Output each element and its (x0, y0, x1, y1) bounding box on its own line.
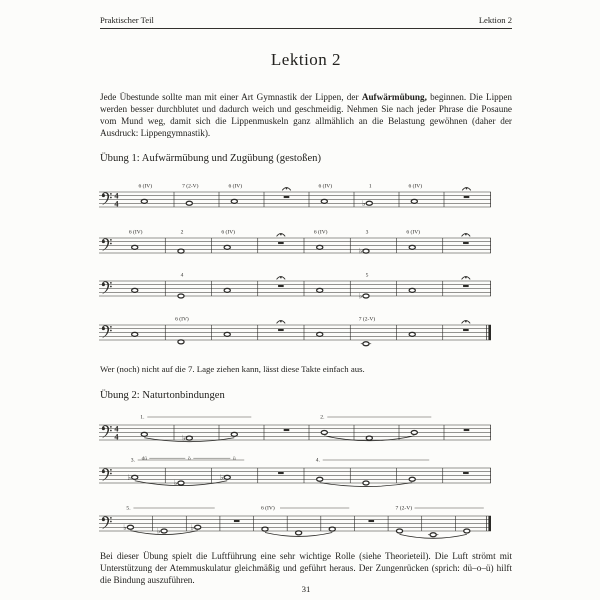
whole-note (141, 432, 147, 436)
position-label: 2. (320, 414, 325, 421)
syllable-text: ü (232, 456, 236, 462)
position-label: 6 (IV) (228, 183, 243, 190)
whole-rest (464, 429, 470, 431)
position-label: 6 (IV) (408, 183, 423, 190)
header-left-text: Praktischer Teil (100, 15, 154, 25)
svg-text:4: 4 (114, 432, 119, 442)
whole-note (363, 481, 369, 485)
position-label: 4 (180, 272, 184, 279)
whole-note (224, 245, 230, 249)
whole-rest (278, 242, 284, 244)
svg-text:4: 4 (114, 191, 119, 201)
position-label: 3. (130, 457, 135, 464)
whole-note (231, 432, 237, 436)
whole-note (363, 249, 369, 253)
whole-note (411, 431, 417, 435)
whole-note (186, 436, 192, 440)
whole-rest (278, 329, 284, 331)
whole-note (317, 477, 323, 481)
whole-note (317, 288, 323, 292)
flat-accidental: ♭ (220, 472, 224, 482)
uebung1-staff-1 (99, 179, 491, 225)
position-label: 7 (2-V) (182, 183, 199, 190)
position-label: 6 (IV) (318, 183, 333, 190)
whole-note (409, 332, 415, 336)
whole-note (127, 525, 133, 529)
flat-accidental: ♭ (362, 198, 366, 208)
whole-rest (368, 520, 374, 522)
uebung1-staff-4 (99, 312, 491, 358)
whole-note (396, 529, 402, 533)
flat-accidental: ♭ (190, 522, 195, 532)
intro-bold-term: Aufwärmübung, (361, 92, 427, 102)
position-label: 5 (365, 272, 369, 279)
position-label: 6 (IV) (406, 229, 421, 236)
intro-paragraph (100, 91, 512, 139)
position-label: 4. (315, 457, 320, 464)
uebung1-note: Wer (noch) nicht auf die 7. Lage ziehen kann, lässt diese Takte einfach aus. (100, 364, 365, 374)
page-header (100, 15, 512, 29)
closing-paragraph: Bei dieser Übung spielt die Luftführung eine sehr wichtige Rolle (siehe Theorieteil). Die Luft strömt mit Unterstützung der Atemmuskulatur gleichmäßig und geführt heraus. Der Zungenrücken (sprich: dü–o–ü) hilft die Bindung auszuführen. (100, 551, 512, 586)
whole-note (186, 201, 192, 205)
whole-note (317, 332, 323, 336)
position-label: 6 (IV) (313, 229, 328, 236)
whole-note (132, 475, 138, 479)
whole-note (195, 525, 201, 529)
whole-note (132, 245, 138, 249)
whole-note (231, 199, 237, 203)
whole-note (411, 199, 417, 203)
whole-note (409, 477, 415, 481)
whole-note (178, 481, 184, 485)
whole-note (363, 294, 369, 298)
whole-note (132, 332, 138, 336)
syllable-text: dü (141, 456, 147, 462)
uebung1-heading: Übung 1: Aufwärmübung und Zugübung (gestoßen) (100, 153, 321, 164)
uebung1-staves (99, 179, 493, 358)
whole-rest (463, 285, 469, 287)
whole-note (329, 527, 335, 531)
whole-note (224, 288, 230, 292)
position-label: 7 (2-V) (395, 505, 413, 512)
intro-text-1: Jede Übestunde sollte man mit einer Art Gymnastik der Lippen, der (100, 92, 362, 102)
header-right-text: Lektion 2 (478, 15, 512, 25)
whole-rest (234, 520, 240, 522)
whole-note (262, 527, 268, 531)
position-label: 2 (180, 229, 184, 236)
whole-note (366, 436, 372, 440)
whole-note (366, 201, 372, 205)
syllable-text: ö (187, 456, 191, 462)
svg-text:4: 4 (114, 424, 119, 434)
flat-accidental: ♭ (358, 246, 363, 256)
whole-note (178, 294, 184, 298)
uebung2-staff-2 (99, 455, 491, 501)
whole-note (409, 288, 415, 292)
uebung1-staff-2 (99, 225, 491, 271)
position-label: 6 (IV) (138, 183, 153, 190)
svg-text:4: 4 (114, 199, 119, 209)
flat-accidental: ♭ (123, 522, 127, 532)
position-label: 6 (IV) (175, 316, 189, 323)
whole-rest (278, 472, 284, 474)
position-label: 7 (2-V) (358, 316, 376, 323)
whole-note (296, 531, 302, 535)
whole-rest (284, 196, 290, 198)
position-label: 6 (IV) (260, 505, 275, 512)
whole-note (409, 245, 415, 249)
whole-rest (284, 429, 290, 431)
position-label: 6 (IV) (128, 229, 143, 236)
whole-note (321, 431, 327, 435)
uebung2-heading: Übung 2: Naturtonbindungen (100, 390, 225, 401)
flat-accidental: ♭ (173, 478, 178, 488)
position-label: 1 (368, 183, 372, 190)
whole-rest (464, 196, 470, 198)
whole-note (224, 332, 230, 336)
intro-text-2: beginnen. Die Lippen werden besser durchblutet und dadurch weich und geschmeidig. Nehmen Sie nach jeder Phrase die Posaune vom Mund weg, damit sich die Lippenmuskeln ganz allmählich an die Belastung gewöhnen (daher der Ausdruck: Lippengymnastik). (100, 92, 512, 139)
flat-accidental: ♭ (156, 526, 161, 536)
position-label: 5. (126, 505, 131, 512)
lesson-title: Lektion 2 (270, 50, 342, 69)
whole-rest (463, 472, 469, 474)
whole-note (317, 245, 323, 249)
position-label: 3 (365, 229, 369, 236)
uebung1-staff-3 (99, 268, 491, 314)
whole-note (363, 342, 369, 346)
whole-note (224, 475, 230, 479)
whole-rest (463, 242, 469, 244)
whole-note (321, 199, 327, 203)
position-label: 1. (140, 414, 145, 421)
whole-rest (463, 329, 469, 331)
whole-note (161, 529, 167, 533)
whole-note (430, 533, 436, 537)
position-label: 6 (IV) (221, 229, 236, 236)
whole-note (178, 340, 184, 344)
page-number: 31 (301, 584, 311, 594)
flat-accidental: ♭ (358, 291, 363, 301)
uebung2-staff-3 (99, 503, 491, 549)
whole-rest (278, 285, 284, 287)
whole-note (464, 529, 470, 533)
flat-accidental: ♭ (182, 433, 186, 443)
uebung2-staves (99, 412, 493, 549)
whole-note (141, 199, 147, 203)
whole-note (132, 288, 138, 292)
flat-accidental: ♭ (127, 472, 132, 482)
whole-note (178, 249, 184, 253)
